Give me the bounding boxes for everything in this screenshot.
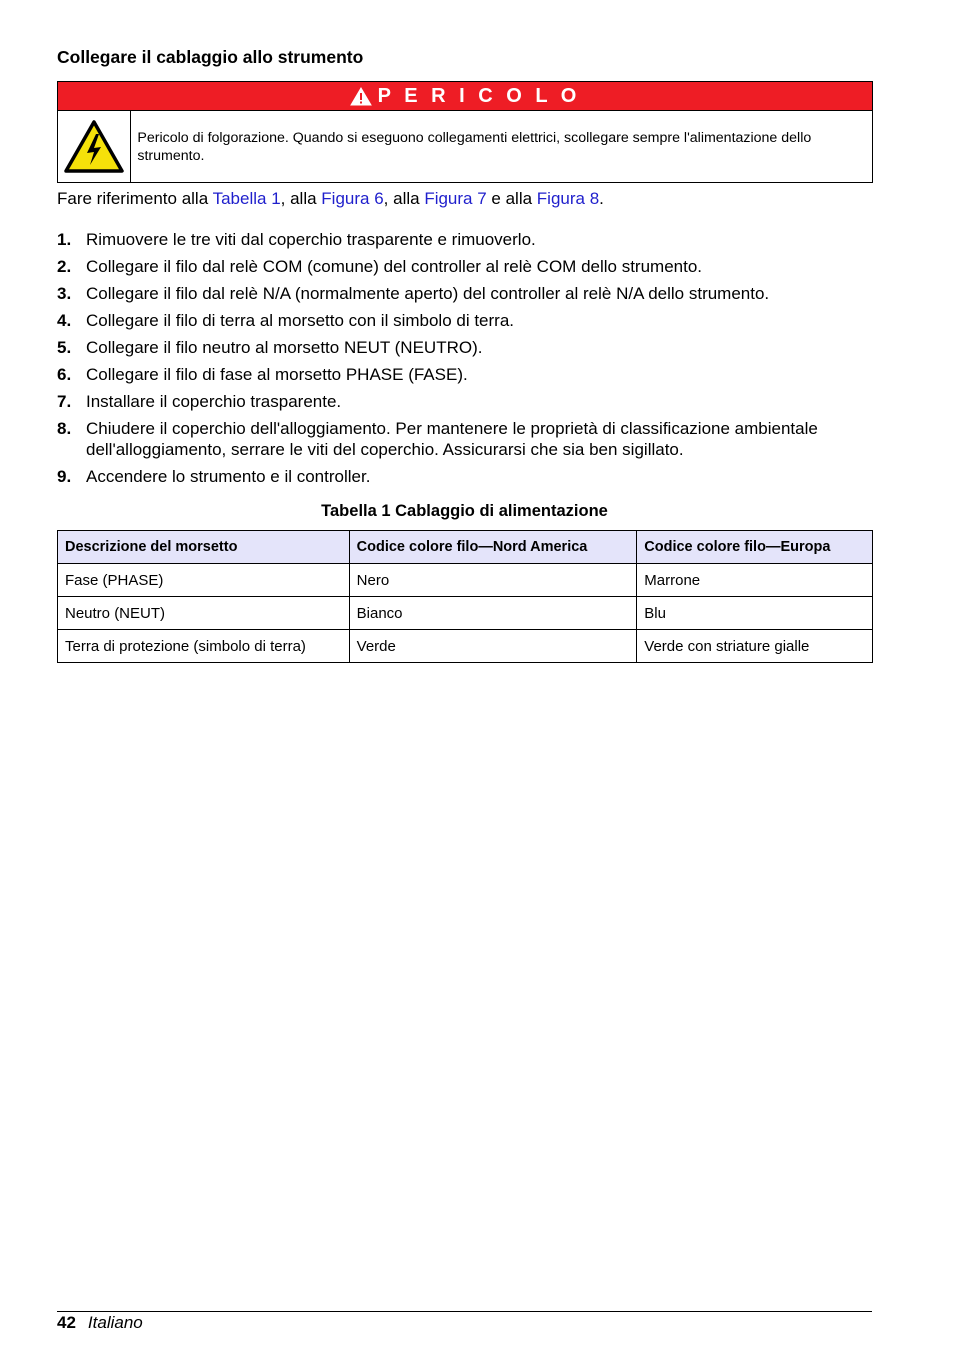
step-text: Collegare il filo dal relè COM (comune) del controller al relè COM dello strumento. bbox=[86, 257, 703, 276]
table-cell: Nero bbox=[349, 564, 637, 597]
danger-header bbox=[58, 82, 872, 111]
intro-text: , alla bbox=[383, 189, 425, 208]
danger-notice bbox=[57, 81, 873, 183]
danger-icon-cell bbox=[58, 111, 131, 182]
step-item bbox=[57, 418, 877, 460]
table-cell: Neutro (NEUT) bbox=[58, 597, 350, 630]
table-cell: Marrone bbox=[637, 564, 873, 597]
step-number: 8. bbox=[57, 419, 72, 438]
intro-text: Fare riferimento alla bbox=[57, 189, 213, 208]
step-item bbox=[57, 364, 877, 385]
step-number: 9. bbox=[57, 467, 72, 486]
danger-title: P E R I C O L O bbox=[377, 84, 581, 107]
table-cell: Verde con striature gialle bbox=[637, 630, 873, 663]
step-item bbox=[57, 310, 877, 331]
steps-list bbox=[57, 229, 877, 493]
step-number: 5. bbox=[57, 338, 72, 357]
step-text: Collegare il filo neutro al morsetto NEUT (NEUTRO). bbox=[86, 338, 483, 357]
step-number: 7. bbox=[57, 392, 72, 411]
step-number: 3. bbox=[57, 284, 72, 303]
step-item bbox=[57, 283, 877, 304]
table-row bbox=[58, 564, 873, 597]
step-text: Installare il coperchio trasparente. bbox=[86, 392, 342, 411]
column-header: Codice colore filo—Nord America bbox=[349, 531, 637, 564]
step-item bbox=[57, 466, 877, 487]
step-text: Accendere lo strumento e il controller. bbox=[86, 467, 371, 486]
table-cell: Bianco bbox=[349, 597, 637, 630]
table-cell: Fase (PHASE) bbox=[58, 564, 350, 597]
intro-text: . bbox=[599, 189, 604, 208]
intro-text: e alla bbox=[486, 189, 537, 208]
electrical-hazard-icon bbox=[63, 119, 125, 175]
step-text: Rimuovere le tre viti dal coperchio trasparente e rimuoverlo. bbox=[86, 230, 536, 249]
column-header: Descrizione del morsetto bbox=[58, 531, 350, 564]
step-number: 4. bbox=[57, 311, 72, 330]
intro-paragraph bbox=[57, 189, 604, 209]
step-number: 2. bbox=[57, 257, 72, 276]
footer-divider bbox=[57, 1311, 872, 1312]
table-header-row bbox=[58, 531, 873, 564]
table-cell: Verde bbox=[349, 630, 637, 663]
link-figura-7[interactable]: Figura 7 bbox=[424, 189, 487, 208]
page-number: 42 bbox=[57, 1313, 76, 1332]
step-item bbox=[57, 229, 877, 250]
step-text: Chiudere il coperchio dell'alloggiamento. Per mantenere le proprietà di classificazione ambientale dell'alloggiamento, serrare le viti del coperchio. Assicurarsi che sia ben sigillato. bbox=[86, 419, 818, 459]
table-row bbox=[58, 597, 873, 630]
intro-text: , alla bbox=[280, 189, 322, 208]
table-cell: Terra di protezione (simbolo di terra) bbox=[58, 630, 350, 663]
footer-language: Italiano bbox=[87, 1313, 143, 1332]
step-number: 1. bbox=[57, 230, 72, 249]
column-header: Codice colore filo—Europa bbox=[637, 531, 873, 564]
step-text: Collegare il filo di terra al morsetto con il simbolo di terra. bbox=[86, 311, 515, 330]
step-item bbox=[57, 256, 877, 277]
wiring-table bbox=[57, 530, 873, 663]
table-cell: Blu bbox=[637, 597, 873, 630]
section-heading: Collegare il cablaggio allo strumento bbox=[57, 47, 364, 67]
step-item bbox=[57, 391, 877, 412]
danger-text: Pericolo di folgorazione. Quando si eseguono collegamenti elettrici, scollegare sempre l'alimentazione dello strumento. bbox=[137, 130, 812, 164]
step-text: Collegare il filo di fase al morsetto PHASE (FASE). bbox=[86, 365, 468, 384]
table-row bbox=[58, 630, 873, 663]
link-tabella-1[interactable]: Tabella 1 bbox=[212, 189, 281, 208]
link-figura-8[interactable]: Figura 8 bbox=[536, 189, 600, 208]
table-caption: Tabella 1 Cablaggio di alimentazione bbox=[321, 502, 608, 520]
step-text: Collegare il filo dal relè N/A (normalmente aperto) del controller al relè N/A dello strumento. bbox=[86, 284, 770, 303]
link-figura-6[interactable]: Figura 6 bbox=[321, 189, 384, 208]
step-number: 6. bbox=[57, 365, 72, 384]
step-item bbox=[57, 337, 877, 358]
warning-triangle-icon bbox=[350, 87, 372, 106]
page-footer bbox=[57, 1313, 143, 1333]
